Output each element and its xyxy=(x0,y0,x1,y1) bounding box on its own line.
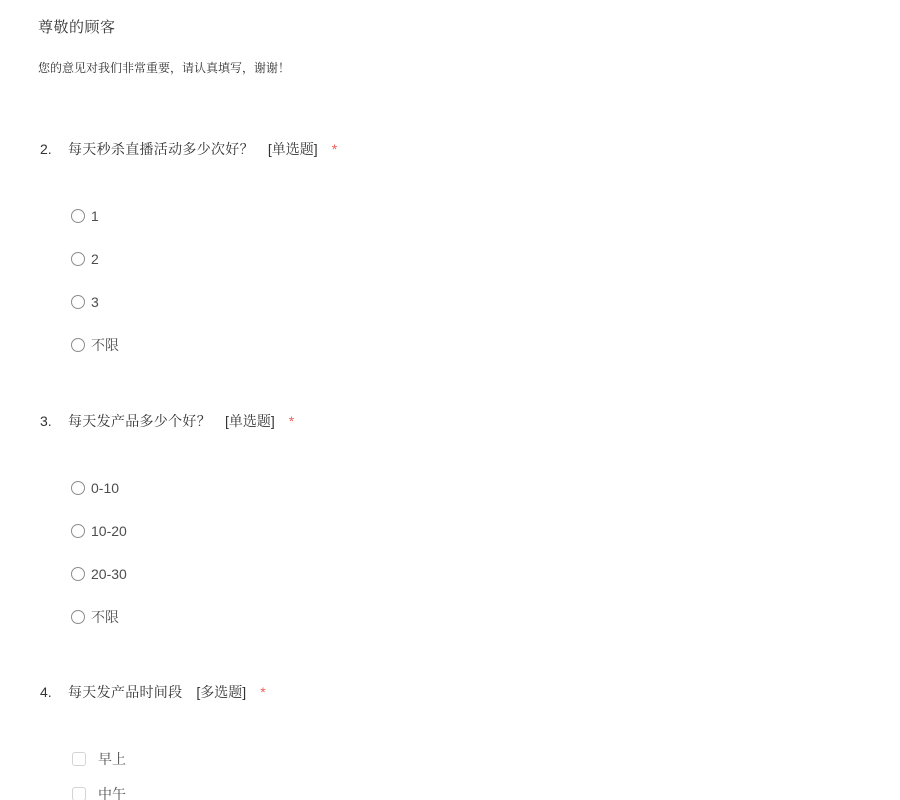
radio-icon[interactable] xyxy=(71,524,85,538)
required-asterisk: * xyxy=(288,413,295,429)
question-header xyxy=(38,411,880,431)
survey-subtitle: 您的意见对我们非常重要，请认真填写，谢谢！ xyxy=(38,61,291,75)
option-label: 2 xyxy=(91,251,99,267)
survey-title: 尊敬的顾客 xyxy=(38,19,116,36)
question-header xyxy=(38,682,880,702)
radio-option[interactable] xyxy=(38,522,127,540)
radio-option[interactable] xyxy=(38,479,119,497)
radio-option[interactable] xyxy=(38,250,99,268)
radio-icon[interactable] xyxy=(71,481,85,495)
radio-option[interactable] xyxy=(38,293,99,311)
option-label: 早上 xyxy=(98,751,126,767)
checkbox-option[interactable] xyxy=(38,750,126,768)
required-asterisk: * xyxy=(331,141,338,157)
options-list xyxy=(38,479,880,626)
question-title: 每天发产品多少个好？ xyxy=(68,413,211,429)
question-type-tag: [单选题] xyxy=(225,413,275,429)
checkbox-option[interactable] xyxy=(38,785,126,800)
question-type-tag: [多选题] xyxy=(196,684,247,700)
option-label: 不限 xyxy=(91,337,119,353)
question-type-tag: [单选题] xyxy=(267,141,318,157)
required-asterisk: * xyxy=(260,684,266,700)
checkbox-icon[interactable] xyxy=(72,787,86,800)
question-header xyxy=(38,139,880,159)
checkbox-icon[interactable] xyxy=(72,752,86,766)
radio-icon[interactable] xyxy=(71,209,85,223)
radio-option[interactable] xyxy=(38,608,119,626)
option-label: 不限 xyxy=(91,609,119,625)
question-number: 3. xyxy=(40,413,52,429)
option-label: 1 xyxy=(91,208,99,224)
radio-icon[interactable] xyxy=(71,338,85,352)
radio-option[interactable] xyxy=(38,565,127,583)
question-number: 4. xyxy=(40,684,52,700)
options-list xyxy=(38,207,880,354)
option-label: 20-30 xyxy=(91,566,127,582)
radio-icon[interactable] xyxy=(71,295,85,309)
question-block-3 xyxy=(38,411,880,626)
question-block-4 xyxy=(38,682,880,800)
radio-option[interactable] xyxy=(38,207,99,225)
question-block-2 xyxy=(38,139,880,354)
option-label: 10-20 xyxy=(91,523,127,539)
question-number: 2. xyxy=(40,141,52,157)
radio-icon[interactable] xyxy=(71,567,85,581)
question-title: 每天秒杀直播活动多少次好？ xyxy=(68,141,254,157)
option-label: 中午 xyxy=(98,786,126,800)
options-list xyxy=(38,750,880,800)
radio-option[interactable] xyxy=(38,336,119,354)
option-label: 3 xyxy=(91,294,99,310)
radio-icon[interactable] xyxy=(71,610,85,624)
radio-icon[interactable] xyxy=(71,252,85,266)
option-label: 0-10 xyxy=(91,480,120,496)
question-title: 每天发产品时间段 xyxy=(68,684,183,700)
